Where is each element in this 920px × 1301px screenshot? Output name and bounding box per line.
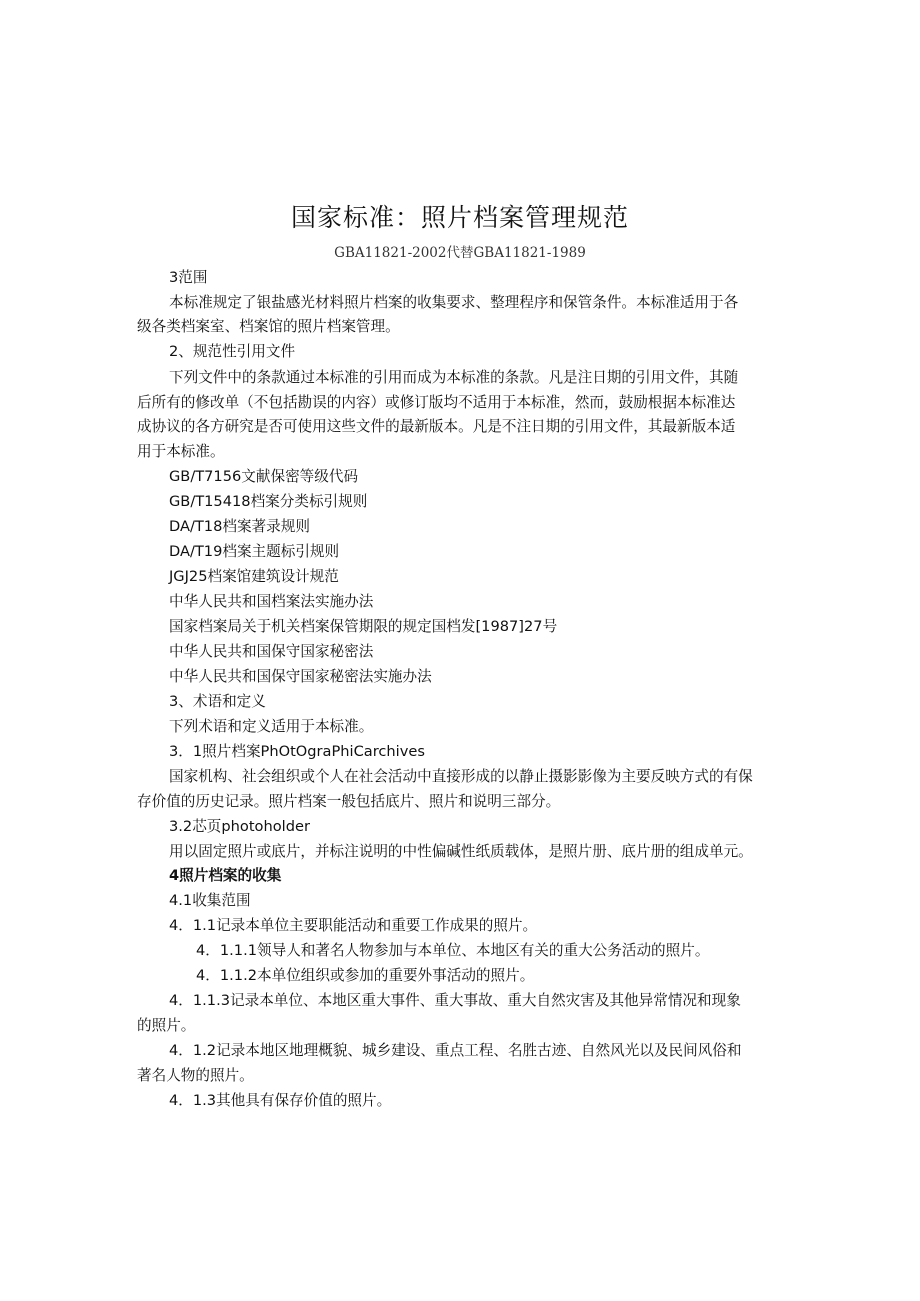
- scope-heading: 3范围: [169, 269, 208, 286]
- paragraph-line: 级各类档案室、档案馆的照片档案管理。: [137, 318, 400, 335]
- list-item: 著名人物的照片。: [137, 1067, 254, 1084]
- list-item: 4．1.1记录本单位主要职能活动和重要工作成果的照片。: [169, 917, 538, 934]
- terms-heading: 3、术语和定义: [169, 693, 266, 710]
- collect-heading: 4照片档案的收集: [169, 867, 282, 884]
- reference-item: 中华人民共和国保守国家秘密法: [169, 643, 374, 660]
- subsection-heading: 4.1收集范围: [169, 892, 251, 909]
- reference-item: 中华人民共和国保守国家秘密法实施办法: [169, 668, 432, 685]
- reference-item: 国家档案局关于机关档案保管期限的规定国档发[1987]27号: [169, 618, 558, 635]
- list-item: 4．1.1.1领导人和著名人物参加与本单位、本地区有关的重大公务活动的照片。: [196, 942, 710, 959]
- list-item: 4．1.2记录本地区地理概貌、城乡建设、重点工程、名胜古迹、自然风光以及民间风俗和: [169, 1042, 742, 1059]
- reference-item: JGJ25档案馆建筑设计规范: [169, 568, 339, 585]
- reference-item: DA/T18档案著录规则: [169, 518, 310, 535]
- refs-heading: 2、规范性引用文件: [169, 343, 296, 360]
- list-item: 的照片。: [137, 1017, 196, 1034]
- paragraph-line: 后所有的修改单（不包括勘误的内容）或修订版均不适用于本标准，然而，鼓励根据本标准达: [137, 394, 736, 411]
- paragraph-line: 下列术语和定义适用于本标准。: [169, 718, 374, 735]
- paragraph-line: 下列文件中的条款通过本标准的引用而成为本标准的条款。凡是注日期的引用文件，其随: [169, 369, 739, 386]
- paragraph-line: 国家机构、社会组织或个人在社会活动中直接形成的以静止摄影影像为主要反映方式的有保: [169, 768, 753, 785]
- list-item: 4．1.1.3记录本单位、本地区重大事件、重大事故、重大自然灾害及其他异常情况和现象: [169, 992, 741, 1009]
- term-heading: 3．1照片档案PhOtOgraPhiCarchives: [169, 743, 425, 760]
- term-heading: 3.2芯页photoholder: [169, 818, 310, 835]
- reference-item: GB/T7156文献保密等级代码: [169, 468, 359, 485]
- reference-item: 中华人民共和国档案法实施办法: [169, 593, 374, 610]
- paragraph-line: 本标准规定了银盐感光材料照片档案的收集要求、整理程序和保管条件。本标准适用于各: [169, 294, 739, 311]
- reference-item: GB/T15418档案分类标引规则: [169, 493, 368, 510]
- list-item: 4．1.1.2本单位组织或参加的重要外事活动的照片。: [196, 967, 535, 984]
- document-subtitle: GBA11821-2002代替GBA11821-1989: [334, 245, 586, 261]
- paragraph-line: 用于本标准。: [137, 443, 225, 460]
- list-item: 4．1.3其他具有保存价值的照片。: [169, 1092, 392, 1109]
- document-title: 国家标准：照片档案管理规范: [290, 203, 629, 232]
- paragraph-line: 存价值的历史记录。照片档案一般包括底片、照片和说明三部分。: [137, 793, 561, 810]
- reference-item: DA/T19档案主题标引规则: [169, 543, 340, 560]
- paragraph-line: 成协议的各方研究是否可使用这些文件的最新版本。凡是不注日期的引用文件，其最新版本适: [137, 418, 736, 435]
- paragraph-line: 用以固定照片或底片，并标注说明的中性偏碱性纸质载体，是照片册、底片册的组成单元。: [169, 843, 753, 860]
